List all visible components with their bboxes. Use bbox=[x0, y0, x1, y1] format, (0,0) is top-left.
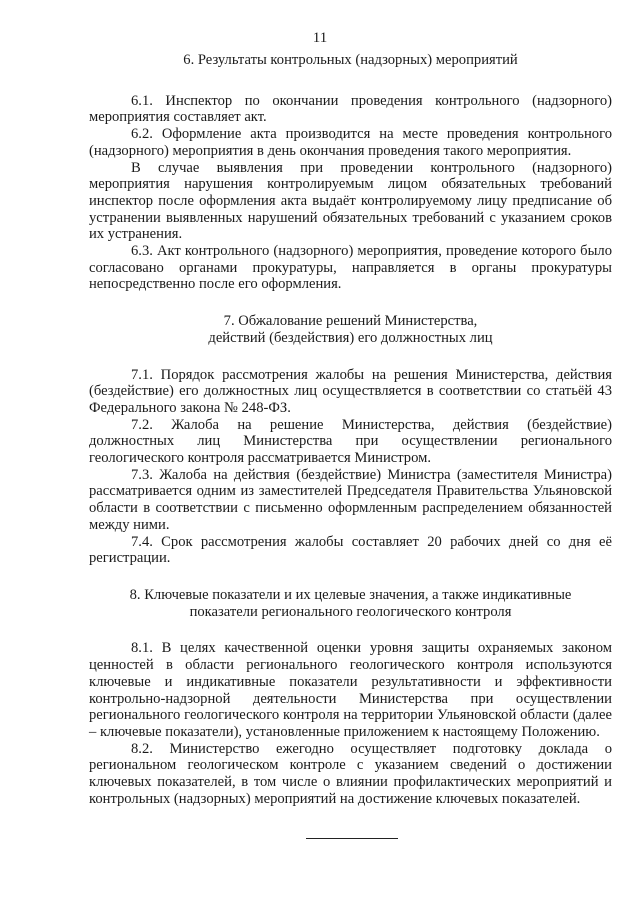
section-8-heading-line1: 8. Ключевые показатели и их целевые значения, а также индикативные bbox=[129, 586, 572, 603]
paragraph-8-1: 8.1. В целях качественной оценки уровня защиты охраняемых законом ценностей в области регионального геологического контроля используются ключевые и индикативные показатели результативности и эффективности контрольно-надзорной деятельности Министерства при осуществлении регионального геологического контроля на территории Ульяновской области (далее – ключевые показатели), установленные приложением к настоящему Положению. bbox=[89, 640, 612, 740]
section-7-heading-line2: действий (бездействия) его должностных лиц bbox=[208, 329, 493, 346]
closing-rule-divider bbox=[306, 838, 398, 839]
section-8-heading-line2: показатели регионального геологического контроля bbox=[189, 603, 512, 620]
paragraph-7-2: 7.2. Жалоба на решение Министерства, действия (бездействие) должностных лиц Министерства при осуществлении регионального геологического контроля рассматривается Министром. bbox=[89, 416, 612, 467]
paragraph-6-1: 6.1. Инспектор по окончании проведения контрольного (надзорного) мероприятия составляет акт. bbox=[89, 92, 612, 126]
paragraph-6-2-cont: В случае выявления при проведении контрольного (надзорного) мероприятия нарушения контролируемым лицом обязательных требований инспектор после оформления акта выдаёт контролируемому лицу предписание об устранении выявленных нарушений обязательных требований с указанием сроков их устранения. bbox=[89, 159, 612, 243]
page-number: 11 bbox=[312, 30, 328, 46]
paragraph-7-3: 7.3. Жалоба на действия (бездействие) Министра (заместителя Министра) рассматривается одним из заместителей Председателя Правительства Ульяновской области в соответствии с письменно оформленным распределением обязанностей между ними. bbox=[89, 466, 612, 533]
paragraph-7-4: 7.4. Срок рассмотрения жалобы составляет 20 рабочих дней со дня её регистрации. bbox=[89, 533, 612, 567]
paragraph-6-2: 6.2. Оформление акта производится на месте проведения контрольного (надзорного) мероприятия в день окончания проведения такого мероприятия. bbox=[89, 126, 612, 159]
paragraph-7-1: 7.1. Порядок рассмотрения жалобы на решения Министерства, действия (бездействие) его должностных лиц осуществляется в соответствии со статьёй 43 Федерального закона № 248-ФЗ. bbox=[89, 366, 612, 416]
paragraph-8-2: 8.2. Министерство ежегодно осуществляет подготовку доклада о региональном геологическом контроле с указанием сведений о достижении ключевых показателей, в том числе о влиянии профилактических мероприятий и контрольных (надзорных) мероприятий на достижение ключевых показателей. bbox=[89, 740, 612, 807]
paragraph-6-3: 6.3. Акт контрольного (надзорного) мероприятия, проведение которого было согласовано органами прокуратуры, направляется в органы прокуратуры непосредственно после его оформления. bbox=[89, 243, 612, 293]
document-body bbox=[89, 52, 612, 807]
section-7-heading-line1: 7. Обжалование решений Министерства, bbox=[223, 313, 478, 330]
section-6-heading: 6. Результаты контрольных (надзорных) мероприятий bbox=[183, 52, 518, 68]
